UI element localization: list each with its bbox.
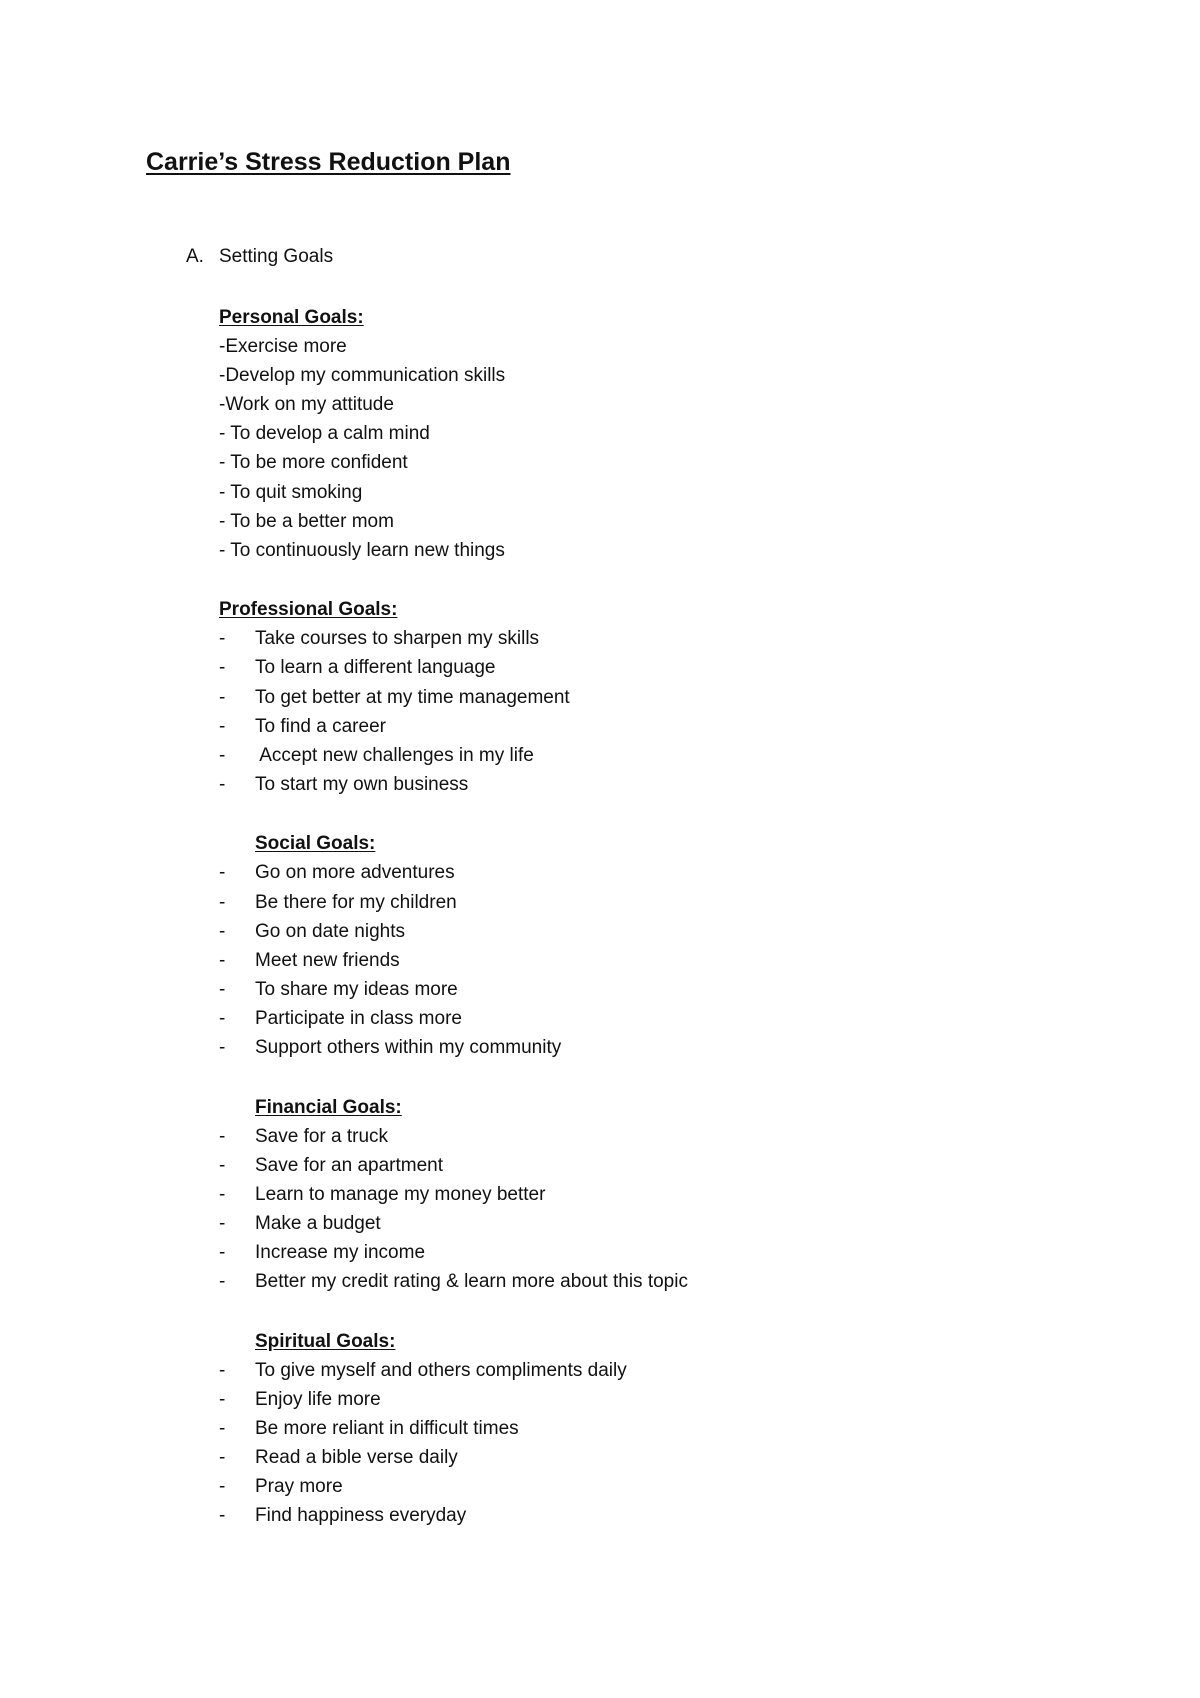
bullet-dash: - (219, 1271, 226, 1292)
spiritual-goal-item: Enjoy life more (255, 1389, 381, 1410)
bullet-dash: - (219, 1418, 226, 1439)
bullet-dash: - (219, 979, 226, 1000)
bullet-dash: - (219, 1476, 226, 1497)
social-goal-item: To share my ideas more (255, 979, 458, 1000)
social-goal-item: Go on more adventures (255, 862, 455, 883)
bullet-dash: - (219, 921, 226, 942)
bullet-dash: - (219, 716, 226, 737)
bullet-dash: - (219, 745, 226, 766)
personal-goal-item: - To be a better mom (219, 511, 394, 532)
personal-goal-item: - To continuously learn new things (219, 540, 505, 561)
bullet-dash: - (219, 892, 226, 913)
social-goal-item: Meet new friends (255, 950, 400, 971)
bullet-dash: - (219, 687, 226, 708)
professional-goals-heading: Professional Goals: (219, 599, 398, 620)
spiritual-goal-item: Pray more (255, 1476, 343, 1497)
financial-goal-item: Save for an apartment (255, 1155, 443, 1176)
personal-goal-item: -Develop my communication skills (219, 365, 506, 386)
social-goal-item: Be there for my children (255, 892, 457, 913)
bullet-dash: - (219, 1447, 226, 1468)
financial-goal-item: Better my credit rating & learn more about this topic (255, 1271, 688, 1292)
spiritual-goal-item: To give myself and others compliments daily (255, 1360, 627, 1381)
bullet-dash: - (219, 774, 226, 795)
bullet-dash: - (219, 1155, 226, 1176)
document-title: Carrie’s Stress Reduction Plan (146, 148, 511, 176)
professional-goal-item: Take courses to sharpen my skills (255, 628, 540, 649)
bullet-dash: - (219, 1184, 226, 1205)
professional-goal-item: To get better at my time management (255, 687, 570, 708)
financial-goal-item: Learn to manage my money better (255, 1184, 546, 1205)
bullet-dash: - (219, 1008, 226, 1029)
professional-goal-item: To start my own business (255, 774, 469, 795)
social-goal-item: Go on date nights (255, 921, 405, 942)
bullet-dash: - (219, 657, 226, 678)
professional-goal-item: Accept new challenges in my life (255, 745, 534, 766)
personal-goal-item: -Work on my attitude (219, 394, 394, 415)
bullet-dash: - (219, 1360, 226, 1381)
social-goal-item: Participate in class more (255, 1008, 462, 1029)
personal-goals-heading: Personal Goals: (219, 307, 364, 328)
spiritual-goal-item: Read a bible verse daily (255, 1447, 458, 1468)
personal-goal-item: - To develop a calm mind (219, 423, 430, 444)
personal-goal-item: - To be more confident (219, 452, 408, 473)
spiritual-goal-item: Be more reliant in difficult times (255, 1418, 519, 1439)
financial-goals-heading: Financial Goals: (255, 1097, 402, 1118)
bullet-dash: - (219, 1126, 226, 1147)
section-a (186, 246, 333, 268)
bullet-dash: - (219, 628, 226, 649)
social-goal-item: Support others within my community (255, 1037, 562, 1058)
professional-goal-item: To learn a different language (255, 657, 496, 678)
personal-goal-item: - To quit smoking (219, 482, 363, 503)
bullet-dash: - (219, 1213, 226, 1234)
spiritual-goals-heading: Spiritual Goals: (255, 1331, 396, 1352)
bullet-dash: - (219, 1037, 226, 1058)
section-a-marker: A. (186, 246, 204, 267)
bullet-dash: - (219, 1389, 226, 1410)
personal-goal-item: -Exercise more (219, 336, 347, 357)
social-goals-heading: Social Goals: (255, 833, 376, 854)
bullet-dash: - (219, 862, 226, 883)
professional-goal-item: To find a career (255, 716, 386, 737)
section-a-label: Setting Goals (219, 246, 334, 267)
financial-goal-item: Make a budget (255, 1213, 381, 1234)
spiritual-goal-item: Find happiness everyday (255, 1505, 467, 1526)
bullet-dash: - (219, 950, 226, 971)
financial-goal-item: Save for a truck (255, 1126, 389, 1147)
bullet-dash: - (219, 1242, 226, 1263)
financial-goal-item: Increase my income (255, 1242, 426, 1263)
bullet-dash: - (219, 1505, 226, 1526)
